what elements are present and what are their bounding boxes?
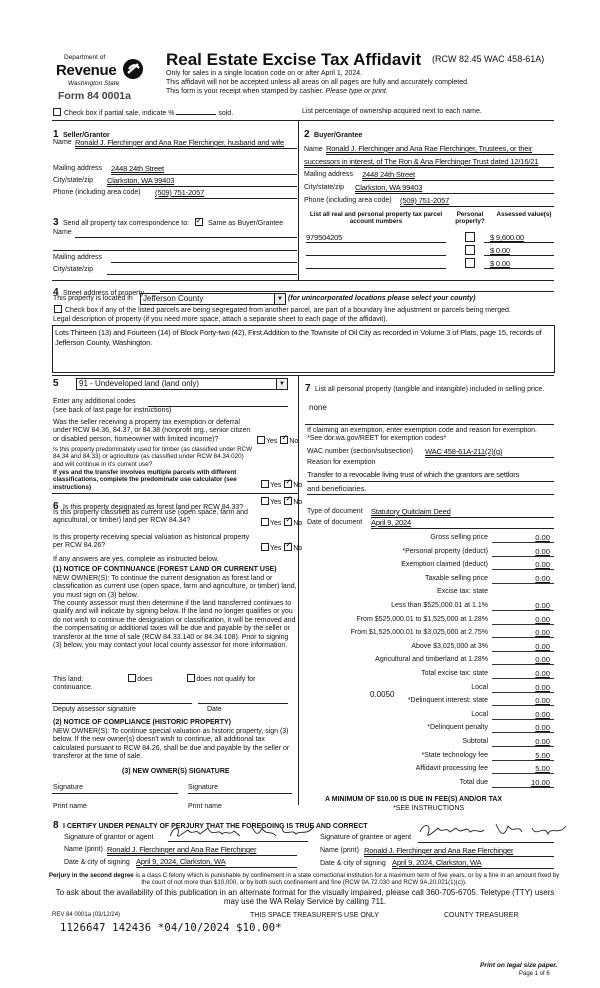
yes-label: Yes xyxy=(266,438,278,445)
partial-sale-row xyxy=(52,108,233,118)
grantor-name-label: Name (print) xyxy=(64,846,103,853)
corr-mailing-label: Mailing address xyxy=(53,254,103,261)
field-line xyxy=(492,664,554,665)
field-line xyxy=(307,494,554,495)
ownership-note: List percentage of ownership acquired next to each name. xyxy=(302,108,482,115)
grantor-date-label: Date & city of signing xyxy=(64,859,130,866)
logo-dept-text: Department of xyxy=(64,54,106,61)
field-line xyxy=(492,637,554,638)
field-line xyxy=(155,198,297,199)
buyer-phone-field[interactable]: (509) 751-2057 xyxy=(400,196,450,205)
segregated-label: Check box if any of the listed parcels are being segregated from another parcel, are part of a boundary line adjustment or parcels being merged. xyxy=(64,307,511,314)
field-line xyxy=(306,242,446,243)
treasurer-use-label: THIS SPACE TREASURER'S USE ONLY xyxy=(250,912,379,919)
current-use-yes-no xyxy=(260,515,303,528)
field-line xyxy=(418,842,554,843)
buyer-city-label: City/state/zip xyxy=(304,184,345,191)
perjury-notice xyxy=(46,872,562,886)
signature-label: Signature xyxy=(188,784,218,791)
tax-row-label: *State technology fee xyxy=(421,752,488,759)
tax-row-value[interactable]: 0.00 xyxy=(535,696,550,705)
field-line xyxy=(355,193,554,194)
field-line xyxy=(492,678,554,679)
tax-row-value[interactable]: 10.00 xyxy=(530,778,550,787)
tax-row-label: Taxable selling price xyxy=(424,575,488,582)
field-line xyxy=(484,255,554,256)
reason-label: Reason for exemption xyxy=(307,459,376,466)
field-line xyxy=(492,787,554,788)
alternate-format-note: To ask about the availability of this publication in an alternate format for the visually impaired, please call 360-705-6705. Teletype (TTY) users may use the WA Relay Service by calling 711. xyxy=(55,888,555,906)
tax-row-label: Local xyxy=(471,711,488,718)
personal-property-value[interactable]: none xyxy=(309,403,327,412)
corr-city-label: City/state/zip xyxy=(53,266,94,273)
additional-codes-note: (see back of last page for instructions) xyxy=(53,407,172,414)
divider xyxy=(52,280,554,281)
perjury-bold: Perjury in the second degree xyxy=(48,872,134,879)
yes-label: Yes xyxy=(270,499,282,506)
seller-mailing-field[interactable]: 2448 24th Street xyxy=(111,164,164,173)
field-line xyxy=(307,481,554,482)
field-line xyxy=(492,760,554,761)
notice-continuance-text-2: The county assessor must then determine if the land transferred continues to qualify and will indicate by signing below. If the land no longer qualifies or you do not wish to continue the designation or classification, it will be removed and the compensating or additional taxes will be due and payable by the seller or transferor at the time of sale (RCW 84.33.140 or 84.34.108). Prior to signing (3) below, you may contact your local county assessor for more information. xyxy=(53,600,296,650)
deputy-date-input[interactable] xyxy=(198,703,288,704)
tax-row-label: From $525,000.01 to $1,525,000 at 1.28% xyxy=(356,616,488,623)
buyer-name-field-1[interactable]: Ronald J. Flerchinger and Ana Rae Flerchinger, Trustees, or their xyxy=(326,144,533,153)
print-name-label: Print name xyxy=(188,803,222,810)
yes-label: Yes xyxy=(270,545,282,552)
county-treasurer-label: COUNTY TREASURER xyxy=(444,912,519,919)
correspondence-label: Send all property tax correspondence to: xyxy=(63,220,190,227)
grantee-date-field[interactable]: April 9, 2024, Clarkston, WA xyxy=(392,858,482,867)
field-line xyxy=(107,855,297,856)
land-use-select-value: 91 - Undeveloped land (land only) xyxy=(79,379,200,388)
seller-heading-label: Seller/Grantor xyxy=(63,132,110,139)
street-address-input[interactable] xyxy=(160,291,554,292)
this-land-row xyxy=(53,674,256,684)
grantor-name-field[interactable]: Ronald J. Flerchinger and Ana Rae Flerchinger xyxy=(107,845,257,854)
reason-field-1[interactable]: Transfer to a revocable living trust of which the grantors are settlors xyxy=(307,470,520,479)
tax-row-label: Local xyxy=(471,684,488,691)
grantee-name-field[interactable]: Ronald J. Flerchinger and Ana Rae Flerchinger xyxy=(364,846,514,855)
seller-name-label: Name xyxy=(53,139,72,146)
partial-sale-percent-input[interactable] xyxy=(176,114,216,115)
personal-property-heading: 7 List all personal property (tangible and intangible) included in selling price. xyxy=(305,383,545,394)
exemption-no-checkbox[interactable]: ✓ xyxy=(281,433,289,442)
chevron-down-icon: ▼ xyxy=(274,294,285,304)
assessed-col-header: Assessed value(s) xyxy=(496,211,552,218)
field-line xyxy=(492,719,554,720)
no-label: No xyxy=(293,545,303,552)
personal-col-header: Personal property? xyxy=(455,211,485,226)
correspondence-heading: 3 Send all property tax correspondence to: ✓ Same as Buyer/Grantee xyxy=(53,216,284,228)
page-number: Page 1 of 6 xyxy=(519,971,550,977)
field-line xyxy=(136,867,297,868)
agency-logo xyxy=(52,52,152,104)
notice-continuance-text-1: NEW OWNER(S): To continue the current designation as forest land or classification as current use (open space, farm and agriculture, or timber) land, you must sign on (3) below. xyxy=(53,575,297,599)
seller-name-field[interactable]: Ronald J. Flerchinger and Ana Rae Flerchinger, husband and wife xyxy=(75,138,285,147)
corr-city-input[interactable] xyxy=(107,274,297,275)
grantee-signature-image[interactable] xyxy=(418,820,568,842)
tax-row-label: Total due xyxy=(459,779,488,786)
forest-question-row: 6 Is this property designated as forest land per RCW 84.33? xyxy=(53,501,244,512)
buyer-name-field-2[interactable]: successors in interest, of The Ron & Ana Flerchinger Trust dated 12/16/21 xyxy=(304,157,539,166)
personal-property-checkbox[interactable] xyxy=(465,258,475,268)
corr-name-input[interactable] xyxy=(75,237,297,238)
land-use-select[interactable] xyxy=(76,378,288,390)
reason-field-2[interactable]: and beneficiaries. xyxy=(307,484,367,493)
field-line xyxy=(168,841,308,842)
legal-description-text: Lots Thirteen (13) and Fourteen (14) of Block Forty-two (42), First Addition to the Townsite of Oil City as recorded in Volume 3 of Plats, page 15, records of Jefferson County, Washington. xyxy=(55,328,542,347)
tax-row-label: Affidavit processing fee xyxy=(415,765,488,772)
tax-row-value[interactable]: 0.00 xyxy=(535,533,550,542)
field-line xyxy=(75,148,297,149)
parcel-number-input[interactable] xyxy=(306,268,446,269)
no-label: No xyxy=(293,499,303,506)
header-line-3 xyxy=(166,88,388,96)
current-use-yes-checkbox[interactable] xyxy=(261,518,269,526)
receipt-note: This form is your receipt when stamped by cashier. xyxy=(166,88,324,95)
tax-row-value[interactable]: 0.00 xyxy=(535,628,550,637)
field-line xyxy=(326,154,554,155)
tax-row-value[interactable]: 0.00 xyxy=(535,737,550,746)
personal-property-label: List all personal property (tangible and intangible) included in selling price. xyxy=(315,386,545,393)
yes-label: Yes xyxy=(270,482,282,489)
forest-yes-checkbox[interactable] xyxy=(261,497,269,505)
exemption-question: Was the seller receiving a property tax exemption or deferral under RCW 84.36, 84.37, or 84.38 (nonprofit org., senior citizen or disabled person, homeowner with limited income)? xyxy=(53,419,251,443)
no-label: No xyxy=(293,520,303,527)
tax-row-value[interactable]: 0.00 xyxy=(535,642,550,651)
forest-yes-no xyxy=(260,494,303,507)
divider xyxy=(52,375,554,376)
forest-no-checkbox[interactable]: ✓ xyxy=(285,494,293,503)
buyer-mailing-field[interactable]: 2448 24th Street xyxy=(362,170,415,179)
tax-row-label: Less than $525,000.01 at 1.1% xyxy=(391,602,488,609)
no-label: No xyxy=(293,482,303,489)
located-in-label: This property is located in xyxy=(53,295,133,302)
county-select-value: Jefferson County xyxy=(143,294,204,303)
timber-yes-no xyxy=(260,477,303,490)
tax-row-label: Exemption claimed (deduct) xyxy=(401,561,488,568)
new-owner-signature-title: (3) NEW OWNER(S) SIGNATURE xyxy=(122,768,230,775)
minimum-due-note: A MINIMUM OF $10.00 IS DUE IN FEE(S) AND/OR TAX xyxy=(325,796,503,803)
street-address-row: 4 Street address of property xyxy=(53,287,144,298)
rcw-reference: (RCW 82.45 WAC 458-61A) xyxy=(432,54,545,64)
grantor-date-field[interactable]: April 9, 2024, Clarkston, WA xyxy=(136,857,226,866)
field-line xyxy=(364,856,554,857)
doc-date-field[interactable]: April 9, 2024 xyxy=(371,518,412,527)
section-5-number: 5 xyxy=(53,378,59,389)
notice-continuance-title: (1) NOTICE OF CONTINUANCE (FOREST LAND OR CURRENT USE) xyxy=(53,566,277,573)
tax-row-value[interactable]: 5.00 xyxy=(535,764,550,773)
deputy-signature-input[interactable] xyxy=(52,703,192,704)
seller-mailing-label: Mailing address xyxy=(53,165,103,172)
parcel-number[interactable]: 979504205 xyxy=(306,233,343,242)
buyer-phone-label: Phone (including area code) xyxy=(304,197,392,204)
logo-state-text: Washington State xyxy=(68,80,120,87)
personal-property-checkbox[interactable] xyxy=(465,245,475,255)
timber-question-note: If yes and the transfer involves multiple parcels with different classifications, complete the predominate use calculator (see instructions) xyxy=(53,469,237,491)
does-not-qualify-checkbox[interactable] xyxy=(187,674,195,682)
seller-phone-label: Phone (including area code) xyxy=(53,189,141,196)
field-line xyxy=(492,746,554,747)
divider xyxy=(298,120,299,280)
tax-row-value[interactable]: 0.00 xyxy=(535,683,550,692)
seller-city-label: City/state/zip xyxy=(53,177,94,184)
tax-row-value[interactable]: 0.00 xyxy=(535,547,550,556)
form-number: Form 84 0001a xyxy=(58,90,131,102)
field-line xyxy=(425,457,554,458)
buyer-city-field[interactable]: Clarkston, WA 99403 xyxy=(355,183,423,192)
page-title: Real Estate Excise Tax Affidavit xyxy=(166,50,422,69)
field-line xyxy=(492,610,554,611)
buyer-mailing-label: Mailing address xyxy=(304,171,354,178)
timber-question: Is this property predominately used for timber (as classified under RCW 84.34 and 84.33) or agriculture (as classified under RCW 84.34.020) and will continue in it's current use? xyxy=(53,446,253,468)
tax-row-label: Agricultural and timberland at 1.28% xyxy=(375,656,488,663)
tax-row-label: Total excise tax: state xyxy=(421,670,488,677)
header-line-2: This affidavit will not be accepted unless all areas on all pages are fully and accurately completed. xyxy=(166,79,469,86)
segregated-row xyxy=(53,305,511,315)
field-line xyxy=(492,624,554,625)
field-line xyxy=(492,692,554,693)
corr-name-label: Name xyxy=(53,229,72,236)
current-use-no-checkbox[interactable]: ✓ xyxy=(285,515,293,524)
exemption-yes-no xyxy=(256,433,299,446)
see-instructions-note: *SEE INSTRUCTIONS xyxy=(393,805,465,812)
grantee-signature-label: Signature of grantee or agent xyxy=(320,834,412,841)
certify-heading: 8 I CERTIFY UNDER PENALTY OF PERJURY THAT THE FOREGOING IS TRUE AND CORRECT xyxy=(53,820,368,831)
wac-label: WAC number (section/subsection) xyxy=(307,448,413,455)
tax-row-value[interactable]: 0.00 xyxy=(535,601,550,610)
historic-yes-checkbox[interactable] xyxy=(261,543,269,551)
exemption-yes-checkbox[interactable] xyxy=(257,436,265,444)
tax-row-value[interactable]: 5.00 xyxy=(535,751,550,760)
personal-property-checkbox[interactable] xyxy=(465,232,475,242)
seller-city-field[interactable]: Clarkston, WA 99403 xyxy=(107,176,175,185)
corr-mailing-input[interactable] xyxy=(111,262,297,263)
buyer-heading: 2 Buyer/Grantee xyxy=(304,129,363,140)
wac-field[interactable]: WAC 458-61A-211(2)(g) xyxy=(425,447,503,456)
field-line xyxy=(305,424,554,425)
assessed-value[interactable]: $ 9,600.00 xyxy=(490,233,524,242)
field-line xyxy=(492,705,554,706)
doc-type-label: Type of document xyxy=(307,508,363,515)
yes-label: Yes xyxy=(270,520,282,527)
tax-row-label: *Delinquent interest: state xyxy=(407,697,488,704)
this-land-label: This land: xyxy=(53,676,84,683)
no-label: No xyxy=(289,438,299,445)
county-select[interactable] xyxy=(140,293,286,305)
tax-row-value[interactable]: 0.00 xyxy=(535,723,550,732)
tax-row-value[interactable]: 0.00 xyxy=(535,574,550,583)
notice-compliance-title: (2) NOTICE OF COMPLIANCE (HISTORIC PROPERTY) xyxy=(53,719,231,726)
field-line xyxy=(400,206,554,207)
field-line xyxy=(371,528,554,529)
tax-row-label: *Delinquent penalty xyxy=(427,724,488,731)
field-line xyxy=(492,569,554,570)
type-print-note: Please type or print. xyxy=(325,88,388,95)
current-use-question: Is this property classified as current use (open space, farm and agricultural, or timber) land per RCW 84.34? xyxy=(53,509,248,525)
field-line xyxy=(107,186,297,187)
segregated-checkbox[interactable] xyxy=(54,305,62,313)
notice-compliance-text: NEW OWNER(S): To continue special valuation as historic property, sign (3) below. If the new owner(s) doesn't wish to continue, all additional tax calculated pursuant to RCW 84.26, shall be due and payable by the seller or transferor at the time of sale. xyxy=(53,728,290,761)
county-note: (for unincorporated locations please select your county) xyxy=(288,295,476,302)
deputy-date-label: Date xyxy=(207,706,222,713)
revision-label: REV 84 0001a (03/12/24) xyxy=(52,912,121,918)
tax-row-label: Excise tax: state xyxy=(437,588,488,595)
deputy-signature-label: Deputy assessor signature xyxy=(53,706,136,713)
timber-no-checkbox[interactable]: ✓ xyxy=(285,477,293,486)
parcel-number-input[interactable] xyxy=(306,255,446,256)
partial-sale-label: Check box if partial sale, indicate % xyxy=(63,110,175,117)
exemption-note: If claiming an exemption, enter exemption code and reason for exemption. *See dor.wa.gov/REET for exemption codes* xyxy=(307,427,537,443)
treasurer-stamp: 1126647 142436 *04/10/2024 $10.00* xyxy=(60,922,282,934)
chevron-down-icon: ▼ xyxy=(276,379,287,389)
local-rate: 0.0050 xyxy=(370,690,395,699)
historic-no-checkbox[interactable]: ✓ xyxy=(285,540,293,549)
field-line xyxy=(492,773,554,774)
seller-phone-field[interactable]: (509) 751-2057 xyxy=(155,188,205,197)
partial-sale-checkbox[interactable] xyxy=(53,108,61,116)
divider xyxy=(52,120,554,121)
legal-paper-note: Print on legal size paper. xyxy=(480,962,558,969)
street-address-label: Street address of property xyxy=(63,290,144,297)
forest-question: Is this property designated as forest land per RCW 84.33? xyxy=(63,504,244,511)
tax-row-label: *Personal property (deduct) xyxy=(402,548,488,555)
tax-row-label: Subtotal xyxy=(462,738,488,745)
field-line xyxy=(484,268,554,269)
tax-row-value[interactable]: 0.00 xyxy=(535,655,550,664)
doc-date-label: Date of document xyxy=(307,519,363,526)
signature-label: Signature xyxy=(53,784,83,791)
grantor-signature-image[interactable] xyxy=(168,822,318,842)
owner-signature-input[interactable] xyxy=(52,793,178,794)
historic-question: Is this property receiving special valuation as historical property per RCW 84.26? xyxy=(53,534,250,550)
grantor-signature-label: Signature of grantor or agent xyxy=(64,834,154,841)
tax-row-label: Above $3,025,000 at 3% xyxy=(411,643,488,650)
tax-row-value[interactable]: 0.00 xyxy=(535,560,550,569)
tax-row-value[interactable]: 0.00 xyxy=(535,615,550,624)
tax-row-value[interactable]: 0.00 xyxy=(535,669,550,678)
field-line xyxy=(492,556,554,557)
logo-revenue-text: Revenue xyxy=(56,62,117,79)
certify-heading-label: I CERTIFY UNDER PENALTY OF PERJURY THAT THE FOREGOING IS TRUE AND CORRECT xyxy=(63,823,368,830)
seller-heading: 1 Seller/Grantor xyxy=(53,129,110,140)
grantee-date-label: Date & city of signing xyxy=(320,860,386,867)
header-line-1: Only for sales in a single location code on or after April 1, 2024. xyxy=(166,70,363,77)
doc-type-field[interactable]: Statutory Quitclaim Deed xyxy=(371,507,451,516)
print-name-label: Print name xyxy=(53,803,87,810)
continuance-label: continuance. xyxy=(53,684,93,691)
does-qualify-checkbox[interactable] xyxy=(128,674,136,682)
buyer-name-label: Name xyxy=(304,146,323,153)
legal-desc-label: Legal description of property (if you need more space, attach a separate sheet to each page of the affidavit). xyxy=(53,316,388,323)
field-line xyxy=(53,250,297,251)
tax-row-label: From $1,525,000.01 to $3,025,000 at 2.75% xyxy=(350,629,488,636)
does-not-label: does not qualify for xyxy=(196,676,256,683)
buyer-heading-label: Buyer/Grantee xyxy=(314,132,363,139)
additional-codes-label: Enter any additional codes xyxy=(53,398,136,405)
field-line xyxy=(362,180,554,181)
parcel-col-header: List all real and personal property tax parcel account numbers xyxy=(309,211,443,226)
grantee-name-label: Name (print) xyxy=(320,847,359,854)
field-line xyxy=(492,732,554,733)
field-line xyxy=(492,651,554,652)
partial-sale-sold-label: sold. xyxy=(218,110,234,117)
field-line xyxy=(111,174,297,175)
field-line xyxy=(492,542,554,543)
tax-row-label: Gross selling price xyxy=(430,534,488,541)
owner-signature-input[interactable] xyxy=(188,793,292,794)
tax-row-value[interactable]: 0.00 xyxy=(535,710,550,719)
field-line xyxy=(392,868,554,869)
same-as-buyer-checkbox[interactable]: ✓ xyxy=(195,216,203,225)
assessed-value[interactable]: $ 0.00 xyxy=(490,259,510,268)
field-line xyxy=(304,167,554,168)
assessed-value[interactable]: $ 0.00 xyxy=(490,246,510,255)
any-yes-note: If any answers are yes, complete as instructed below. xyxy=(53,556,219,563)
logo-mark-icon xyxy=(122,58,144,80)
does-label: does xyxy=(137,676,153,683)
divider xyxy=(52,493,298,494)
perjury-text: is a class C felony which is punishable by confinement in a state correctional institution for a maximum term of five years, or by a fine in an amount fixed by the court of not more than $10,000, or by both such confinement and fine (RCW 9A.72.030 and RCW 9A.20.021(1)(c)). xyxy=(135,872,560,887)
same-as-buyer-label: Same as Buyer/Grantee xyxy=(208,220,284,227)
field-line xyxy=(492,583,554,584)
field-line xyxy=(484,242,554,243)
timber-yes-checkbox[interactable] xyxy=(261,480,269,488)
legal-description-textarea[interactable] xyxy=(52,325,555,373)
